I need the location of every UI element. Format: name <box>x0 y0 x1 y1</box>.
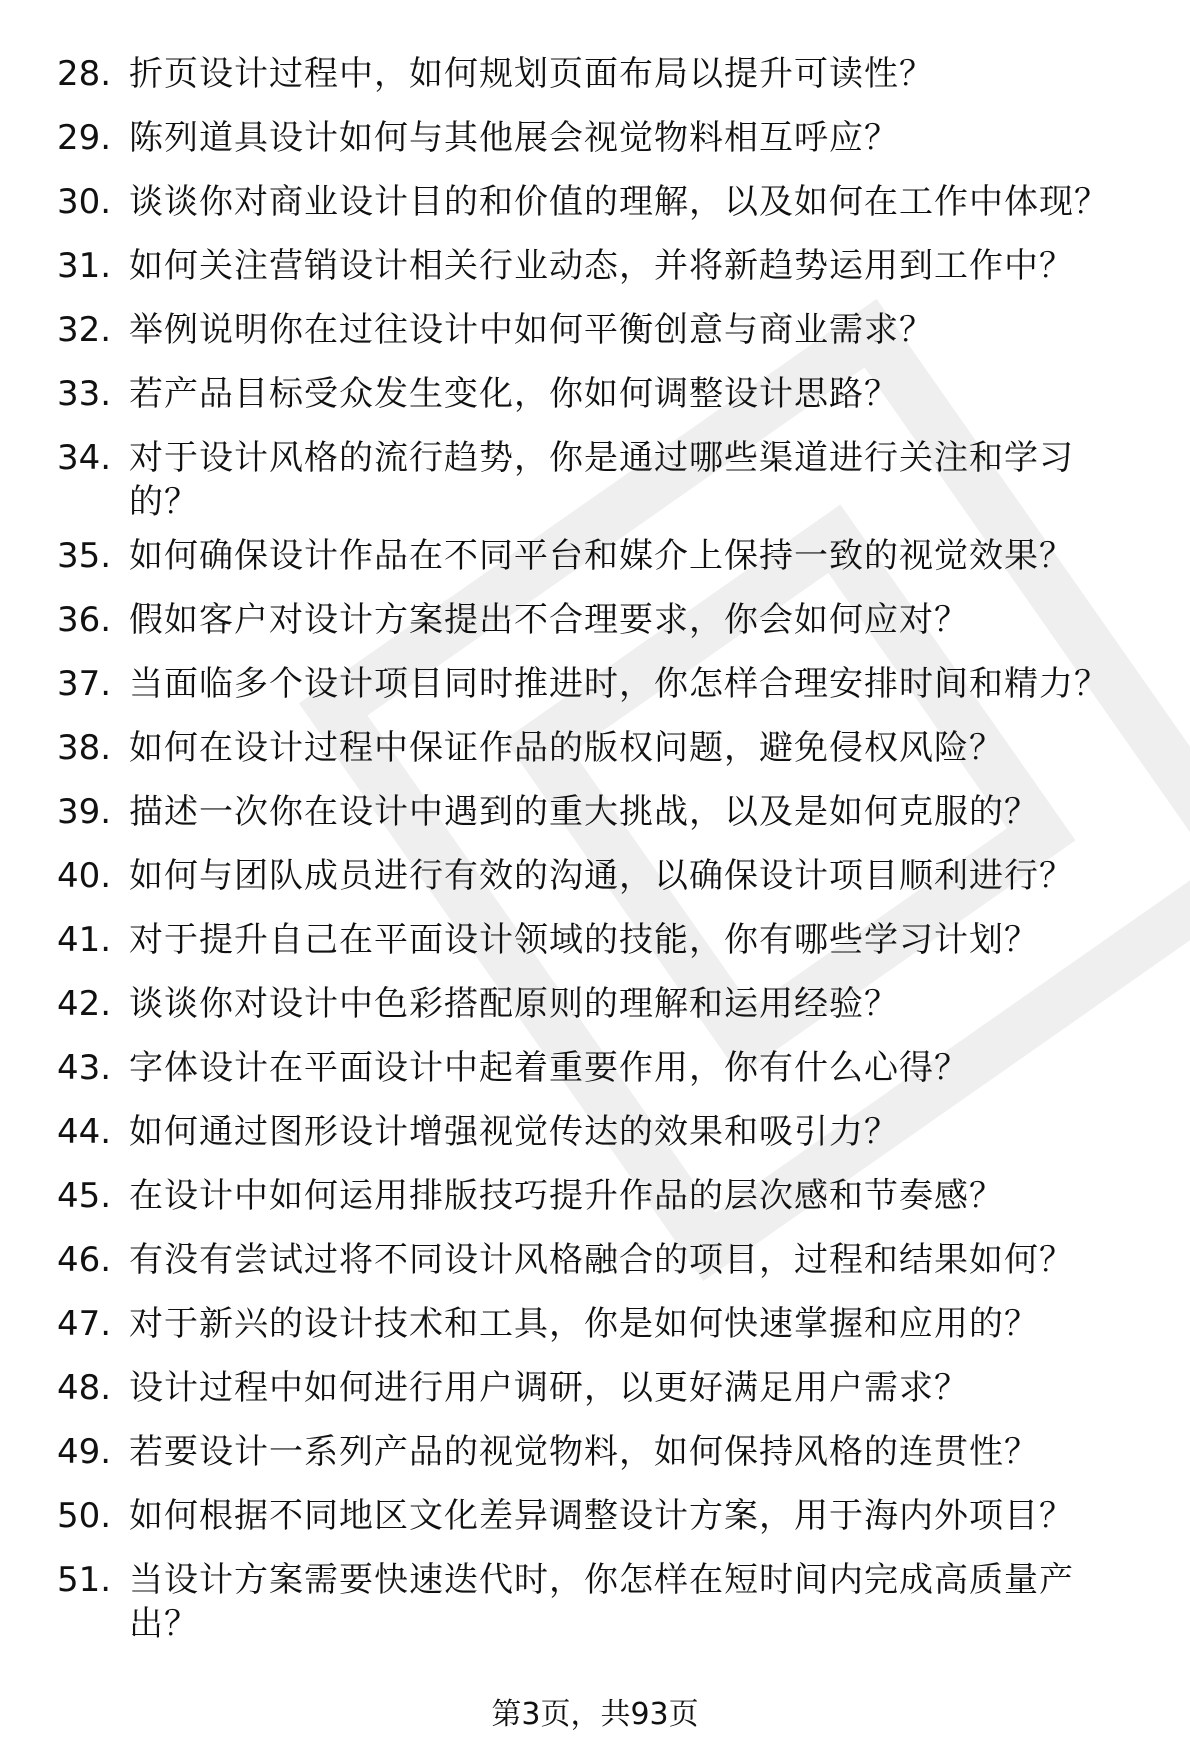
question-item <box>57 1302 1137 1346</box>
question-item <box>57 598 1137 642</box>
question-item <box>57 180 1137 224</box>
question-list <box>57 52 1137 1656</box>
question-number: 31. <box>57 246 112 286</box>
question-item <box>57 1366 1137 1410</box>
question-number: 43. <box>57 1048 112 1088</box>
question-number: 38. <box>57 728 112 768</box>
question-number: 41. <box>57 920 112 960</box>
question-number: 50. <box>57 1496 112 1536</box>
question-number: 35. <box>57 536 112 576</box>
question-number: 47. <box>57 1304 112 1344</box>
question-number: 34. <box>57 438 112 478</box>
question-number: 39. <box>57 792 112 832</box>
question-item <box>57 1238 1137 1282</box>
question-text: 对于新兴的设计技术和工具，你是如何快速掌握和应用的？ <box>129 1304 1039 1344</box>
question-text: 谈谈你对商业设计目的和价值的理解，以及如何在工作中体现？ <box>129 182 1109 222</box>
question-item <box>57 116 1137 160</box>
question-number: 46. <box>57 1240 112 1280</box>
question-item <box>57 982 1137 1026</box>
question-item <box>57 244 1137 288</box>
question-number: 51. <box>57 1560 112 1600</box>
question-text: 举例说明你在过往设计中如何平衡创意与商业需求？ <box>129 310 934 350</box>
question-text: 有没有尝试过将不同设计风格融合的项目，过程和结果如何？ <box>129 1240 1074 1280</box>
question-number: 29. <box>57 118 112 158</box>
question-text: 若要设计一系列产品的视觉物料，如何保持风格的连贯性？ <box>129 1432 1039 1472</box>
question-item <box>57 308 1137 352</box>
question-item <box>57 1430 1137 1474</box>
question-text: 对于设计风格的流行趋势，你是通过哪些渠道进行关注和学习的？ <box>129 438 1074 522</box>
question-number: 48. <box>57 1368 112 1408</box>
question-number: 40. <box>57 856 112 896</box>
question-text: 陈列道具设计如何与其他展会视觉物料相互呼应？ <box>129 118 899 158</box>
question-item <box>57 790 1137 834</box>
question-item <box>57 1558 1137 1646</box>
question-text: 折页设计过程中，如何规划页面布局以提升可读性？ <box>129 54 934 94</box>
question-item <box>57 1494 1137 1538</box>
question-text: 设计过程中如何进行用户调研，以更好满足用户需求？ <box>129 1368 969 1408</box>
question-item <box>57 1174 1137 1218</box>
question-text: 当设计方案需要快速迭代时，你怎样在短时间内完成高质量产出？ <box>129 1560 1074 1644</box>
question-item <box>57 726 1137 770</box>
question-number: 42. <box>57 984 112 1024</box>
question-item <box>57 534 1137 578</box>
question-item <box>57 372 1137 416</box>
question-number: 30. <box>57 182 112 222</box>
question-text: 如何确保设计作品在不同平台和媒介上保持一致的视觉效果？ <box>129 536 1074 576</box>
question-item <box>57 662 1137 706</box>
question-text: 描述一次你在设计中遇到的重大挑战，以及是如何克服的？ <box>129 792 1039 832</box>
question-text: 如何在设计过程中保证作品的版权问题，避免侵权风险？ <box>129 728 1004 768</box>
question-text: 字体设计在平面设计中起着重要作用，你有什么心得？ <box>129 1048 969 1088</box>
question-text: 在设计中如何运用排版技巧提升作品的层次感和节奏感？ <box>129 1176 1004 1216</box>
question-item <box>57 854 1137 898</box>
question-number: 49. <box>57 1432 112 1472</box>
question-item <box>57 436 1137 524</box>
question-item <box>57 52 1137 96</box>
question-number: 36. <box>57 600 112 640</box>
question-number: 45. <box>57 1176 112 1216</box>
question-item <box>57 1110 1137 1154</box>
question-text: 当面临多个设计项目同时推进时，你怎样合理安排时间和精力？ <box>129 664 1109 704</box>
question-text: 如何通过图形设计增强视觉传达的效果和吸引力？ <box>129 1112 899 1152</box>
question-item <box>57 918 1137 962</box>
question-item <box>57 1046 1137 1090</box>
question-number: 37. <box>57 664 112 704</box>
question-number: 33. <box>57 374 112 414</box>
question-number: 32. <box>57 310 112 350</box>
question-number: 28. <box>57 54 112 94</box>
question-number: 44. <box>57 1112 112 1152</box>
question-text: 谈谈你对设计中色彩搭配原则的理解和运用经验？ <box>129 984 899 1024</box>
page-footer: 第3页，共93页 <box>491 1697 699 1732</box>
question-text: 如何根据不同地区文化差异调整设计方案，用于海内外项目？ <box>129 1496 1074 1536</box>
question-text: 假如客户对设计方案提出不合理要求，你会如何应对？ <box>129 600 969 640</box>
question-text: 若产品目标受众发生变化，你如何调整设计思路？ <box>129 374 899 414</box>
question-text: 如何与团队成员进行有效的沟通，以确保设计项目顺利进行？ <box>129 856 1074 896</box>
question-text: 如何关注营销设计相关行业动态，并将新趋势运用到工作中？ <box>129 246 1074 286</box>
question-text: 对于提升自己在平面设计领域的技能，你有哪些学习计划？ <box>129 920 1039 960</box>
